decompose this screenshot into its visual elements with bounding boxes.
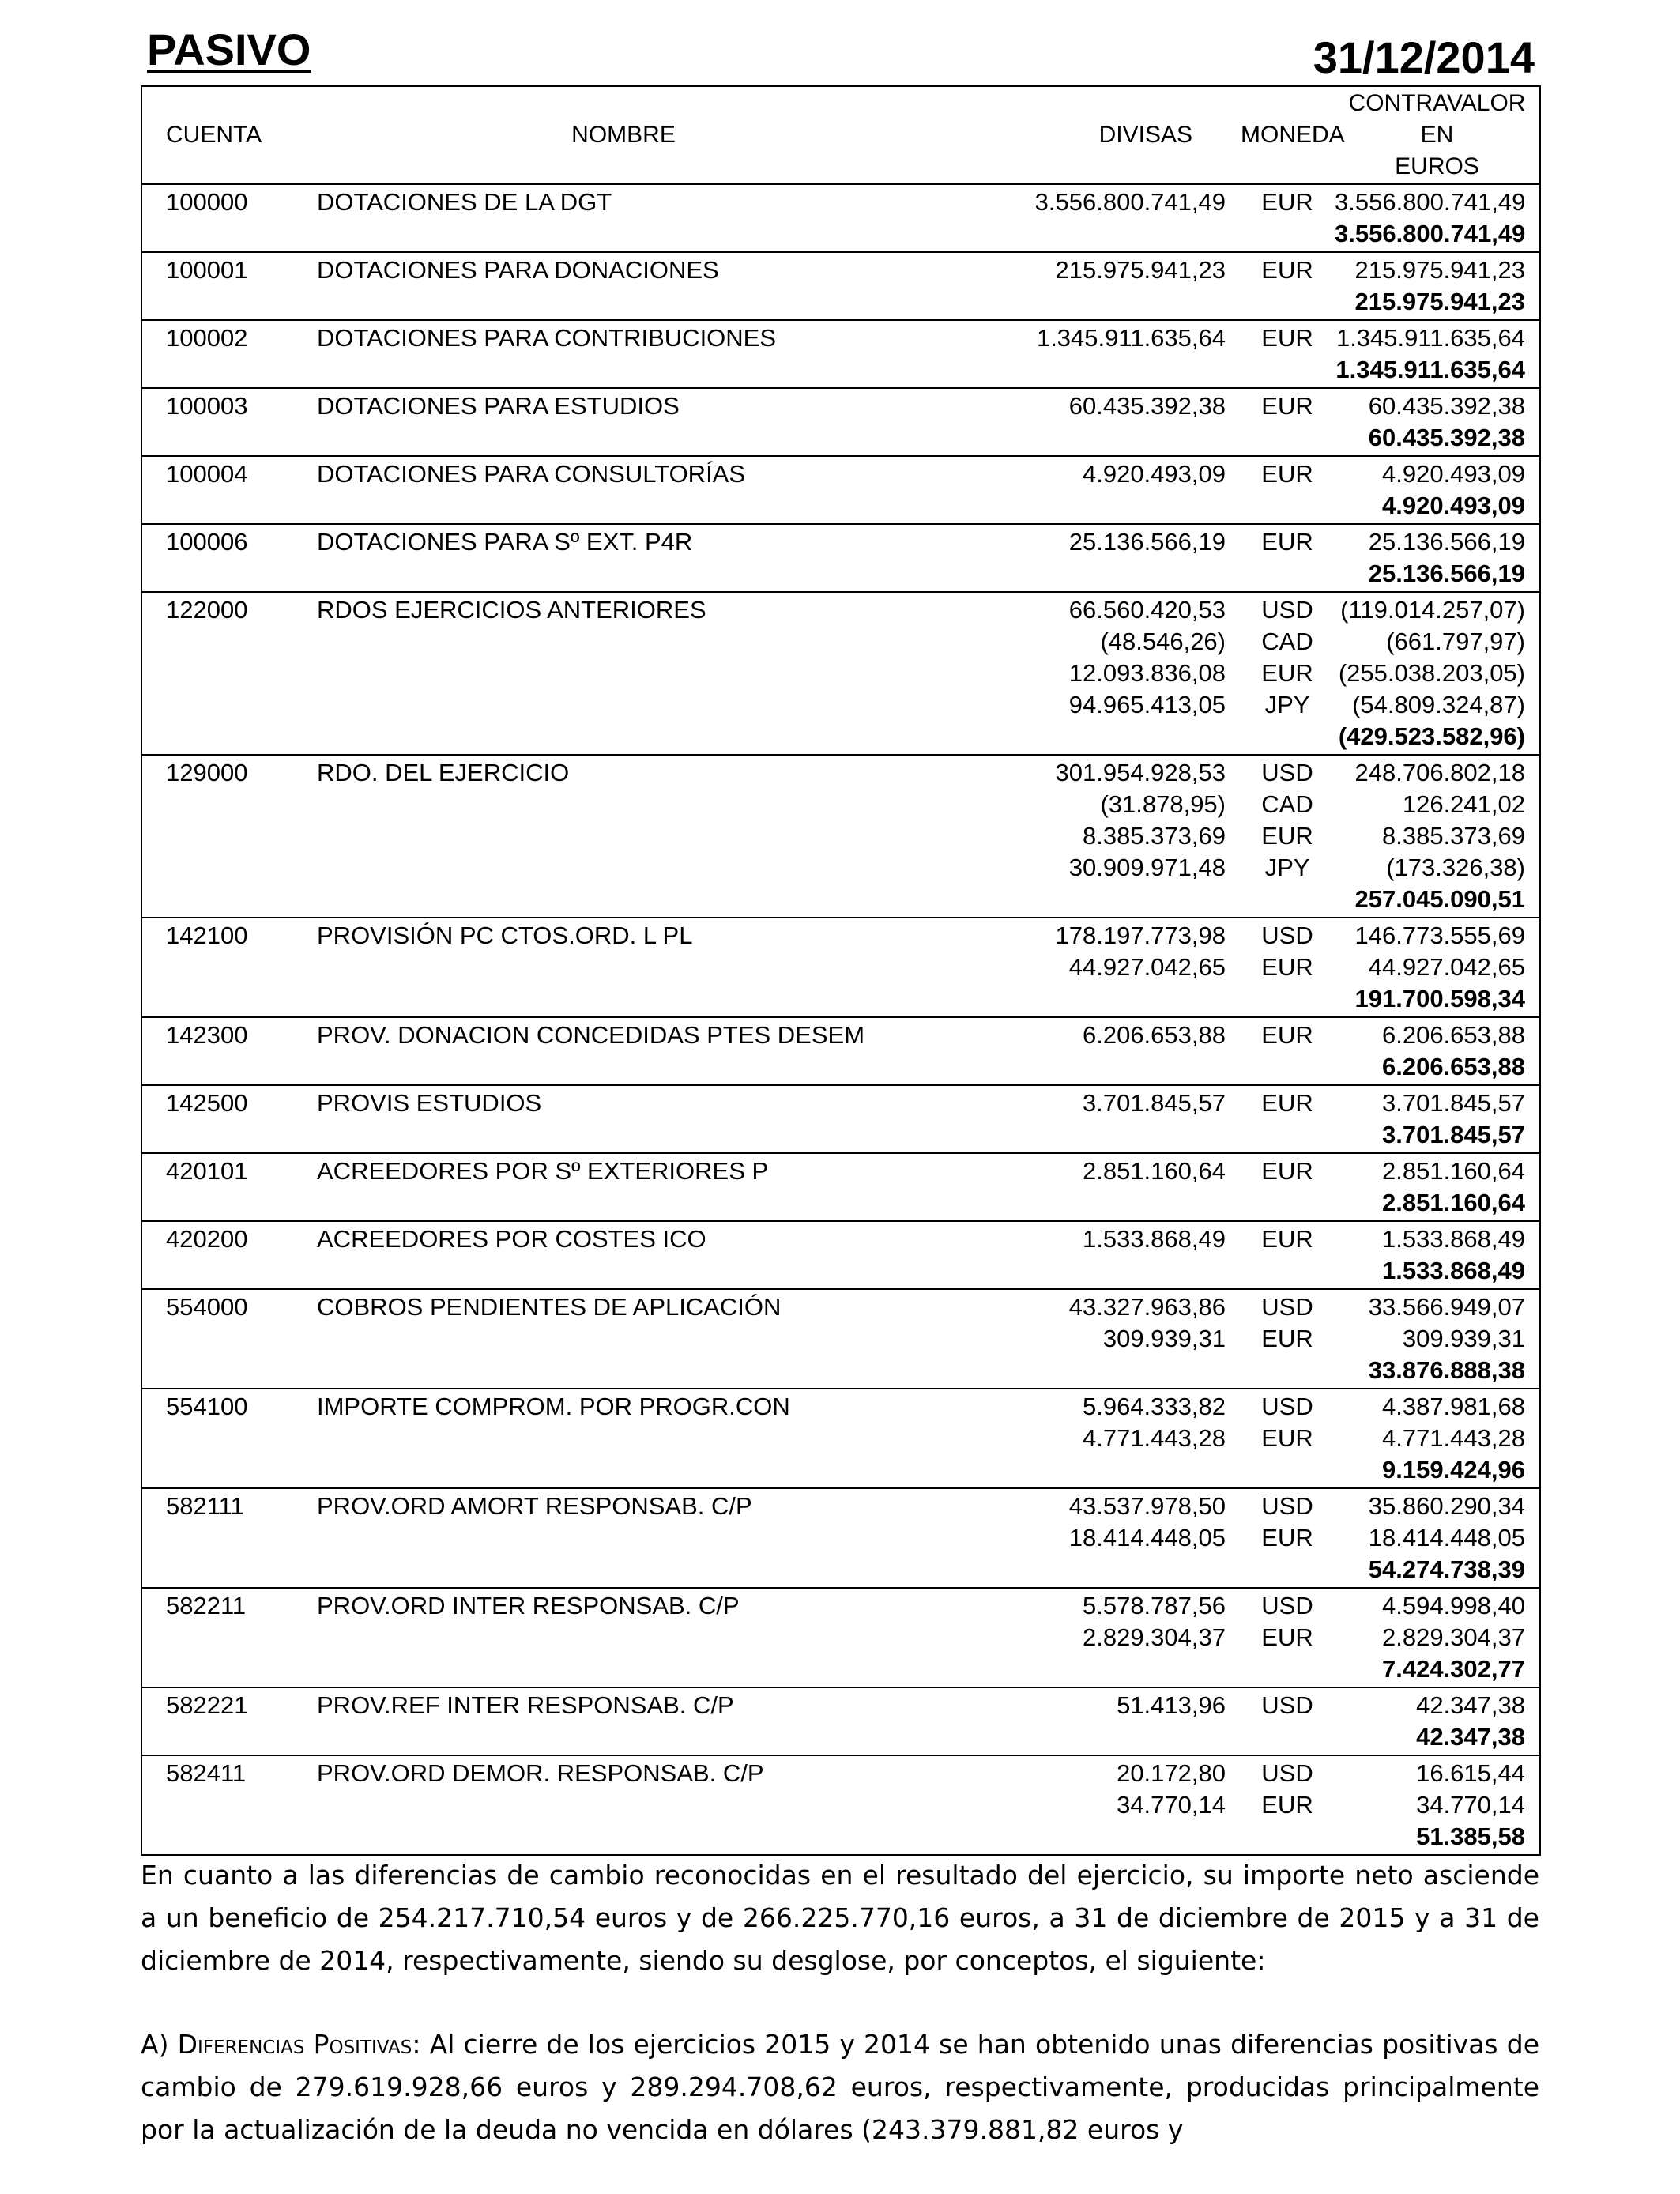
contravalor-amount: 215.975.941,23 <box>1354 256 1525 284</box>
divisas-amount: 66.560.420,53 <box>1068 596 1226 624</box>
cell-nombre <box>315 252 932 320</box>
account-total: 42.347,38 <box>1416 1723 1525 1751</box>
table-header-row <box>141 86 1540 184</box>
divisas-amount: 4.920.493,09 <box>1082 460 1226 488</box>
cell-nombre <box>315 592 932 755</box>
account-code: 582211 <box>166 1592 247 1619</box>
contravalor-amount: 3.701.845,57 <box>1381 1089 1525 1117</box>
cell-nombre <box>315 1017 932 1085</box>
cell-divisas <box>932 1085 1240 1153</box>
cell-moneda <box>1240 1153 1335 1221</box>
cell-divisas <box>932 524 1240 592</box>
cell-nombre <box>315 1085 932 1153</box>
cell-cuenta <box>141 1289 315 1389</box>
table-row <box>141 1085 1540 1153</box>
contravalor-amount: (119.014.257,07) <box>1340 596 1525 624</box>
currency-code: USD <box>1261 596 1313 624</box>
currency-code: EUR <box>1261 1157 1313 1185</box>
account-name: PROV.ORD INTER RESPONSAB. C/P <box>317 1592 740 1619</box>
currency-code: CAD <box>1261 628 1313 655</box>
currency-code: USD <box>1261 1293 1313 1321</box>
paragraph-body: : Al cierre de los ejercicios 2015 y 2014 se han obtenido unas diferencias positivas de cambio de 279.619.928,66 euros y 289.294.708,62 euros, respectivamente, producidas principalmente por la actualización de la deuda no vencida en dólares (243.379.881,82 euros y <box>141 2029 1540 2145</box>
divisas-amount: 4.771.443,28 <box>1082 1424 1226 1452</box>
cell-divisas <box>932 918 1240 1017</box>
account-total: 25.136.566,19 <box>1368 560 1525 587</box>
cell-moneda <box>1240 1488 1335 1588</box>
cell-cuenta <box>141 320 315 388</box>
divisas-amount: 3.556.800.741,49 <box>1034 188 1226 216</box>
account-name: PROV.ORD DEMOR. RESPONSAB. C/P <box>317 1759 764 1787</box>
cell-nombre <box>315 524 932 592</box>
cell-nombre <box>315 1153 932 1221</box>
table-row <box>141 184 1540 252</box>
currency-code: EUR <box>1261 188 1313 216</box>
cell-divisas <box>932 1687 1240 1755</box>
table-row <box>141 1389 1540 1488</box>
currency-code: EUR <box>1261 1623 1313 1651</box>
account-total: 33.876.888,38 <box>1368 1356 1525 1384</box>
cell-contravalor <box>1335 918 1540 1017</box>
table-row <box>141 252 1540 320</box>
contravalor-amount: 3.556.800.741,49 <box>1335 188 1526 216</box>
account-code: 100002 <box>166 324 248 352</box>
cell-cuenta <box>141 1153 315 1221</box>
currency-code: EUR <box>1261 1424 1313 1452</box>
liabilities-table <box>141 85 1541 1856</box>
cell-contravalor <box>1335 592 1540 755</box>
account-total: 4.920.493,09 <box>1381 492 1525 519</box>
contravalor-amount: 2.851.160,64 <box>1381 1157 1525 1185</box>
cell-cuenta <box>141 918 315 1017</box>
paragraph-prefix: A) <box>141 2029 178 2060</box>
account-code: 582111 <box>166 1492 244 1520</box>
account-code: 142500 <box>166 1089 248 1117</box>
table-row <box>141 1755 1540 1855</box>
currency-code: EUR <box>1261 953 1313 981</box>
currency-code: EUR <box>1261 392 1313 420</box>
cell-cuenta <box>141 592 315 755</box>
account-name: DOTACIONES PARA DONACIONES <box>317 256 719 284</box>
cell-contravalor <box>1335 1085 1540 1153</box>
divisas-amount: 215.975.941,23 <box>1055 256 1226 284</box>
account-code: 100001 <box>166 256 248 284</box>
currency-code: USD <box>1261 759 1313 786</box>
account-total: 257.045.090,51 <box>1354 885 1525 913</box>
contravalor-amount: 309.939,31 <box>1402 1325 1525 1352</box>
cell-divisas <box>932 1488 1240 1588</box>
cell-nombre <box>315 1488 932 1588</box>
cell-cuenta <box>141 1588 315 1687</box>
cell-moneda <box>1240 755 1335 918</box>
currency-code: EUR <box>1261 256 1313 284</box>
account-total: 191.700.598,34 <box>1354 985 1525 1012</box>
cell-moneda <box>1240 918 1335 1017</box>
account-name: PROVIS ESTUDIOS <box>317 1089 542 1117</box>
contravalor-amount: (173.326,38) <box>1386 854 1525 881</box>
cell-divisas <box>932 1389 1240 1488</box>
account-code: 582411 <box>166 1759 247 1787</box>
divisas-amount: 60.435.392,38 <box>1068 392 1226 420</box>
contravalor-amount: (255.038.203,05) <box>1338 659 1525 687</box>
currency-code: EUR <box>1261 324 1313 352</box>
cell-cuenta <box>141 252 315 320</box>
contravalor-amount: 33.566.949,07 <box>1368 1293 1525 1321</box>
cell-nombre <box>315 320 932 388</box>
cell-contravalor <box>1335 1488 1540 1588</box>
cell-moneda <box>1240 1389 1335 1488</box>
contravalor-amount: 6.206.653,88 <box>1381 1021 1525 1049</box>
cell-moneda <box>1240 1588 1335 1687</box>
cell-nombre <box>315 456 932 524</box>
cell-moneda <box>1240 1085 1335 1153</box>
cell-nombre <box>315 1289 932 1389</box>
cell-contravalor <box>1335 524 1540 592</box>
cell-nombre <box>315 755 932 918</box>
cell-moneda <box>1240 320 1335 388</box>
cell-cuenta <box>141 1085 315 1153</box>
cell-nombre <box>315 1389 932 1488</box>
cell-cuenta <box>141 388 315 456</box>
contravalor-amount: 1.345.911.635,64 <box>1335 324 1525 352</box>
table-row <box>141 1153 1540 1221</box>
cell-nombre <box>315 388 932 456</box>
currency-code: JPY <box>1264 854 1310 881</box>
currency-code: USD <box>1261 922 1313 949</box>
account-code: 100004 <box>166 460 248 488</box>
cell-nombre <box>315 1221 932 1289</box>
contravalor-amount: 2.829.304,37 <box>1381 1623 1525 1651</box>
table-body <box>141 184 1540 1855</box>
contravalor-amount: 4.771.443,28 <box>1381 1424 1525 1452</box>
cell-divisas <box>932 755 1240 918</box>
account-code: 129000 <box>166 759 248 786</box>
table-row <box>141 1289 1540 1389</box>
table-row <box>141 755 1540 918</box>
account-code: 142300 <box>166 1021 248 1049</box>
cell-moneda <box>1240 592 1335 755</box>
cell-divisas <box>932 252 1240 320</box>
cell-cuenta <box>141 456 315 524</box>
account-name: ACREEDORES POR COSTES ICO <box>317 1225 706 1253</box>
account-total: 2.851.160,64 <box>1381 1189 1525 1216</box>
account-code: 554100 <box>166 1393 248 1420</box>
divisas-amount: 309.939,31 <box>1102 1325 1226 1352</box>
divisas-amount: 43.327.963,86 <box>1068 1293 1226 1321</box>
cell-contravalor <box>1335 320 1540 388</box>
currency-code: EUR <box>1261 1325 1313 1352</box>
account-total: (429.523.582,96) <box>1338 722 1525 750</box>
cell-divisas <box>932 456 1240 524</box>
account-name: DOTACIONES PARA CONSULTORÍAS <box>317 460 746 488</box>
cell-cuenta <box>141 1017 315 1085</box>
account-total: 1.345.911.635,64 <box>1335 356 1525 383</box>
column-header-contravalor-line1: CONTRAVALOR EN <box>1348 90 1526 148</box>
account-total: 7.424.302,77 <box>1381 1655 1525 1683</box>
account-code: 100006 <box>166 528 248 556</box>
currency-code: EUR <box>1261 1021 1313 1049</box>
account-name: DOTACIONES PARA ESTUDIOS <box>317 392 680 420</box>
cell-contravalor <box>1335 1017 1540 1085</box>
account-code: 142100 <box>166 922 248 949</box>
cell-divisas <box>932 1755 1240 1855</box>
account-name: DOTACIONES PARA CONTRIBUCIONES <box>317 324 777 352</box>
cell-cuenta <box>141 755 315 918</box>
cell-moneda <box>1240 252 1335 320</box>
account-total: 3.701.845,57 <box>1381 1121 1525 1148</box>
cell-contravalor <box>1335 755 1540 918</box>
cell-nombre <box>315 1588 932 1687</box>
report-date: 31/12/2014 <box>1313 32 1535 82</box>
contravalor-amount: 248.706.802,18 <box>1354 759 1525 786</box>
column-header-contravalor <box>1335 86 1540 184</box>
cell-moneda <box>1240 1017 1335 1085</box>
cell-cuenta <box>141 1687 315 1755</box>
cell-contravalor <box>1335 1687 1540 1755</box>
cell-moneda <box>1240 388 1335 456</box>
divisas-amount: 51.413,96 <box>1117 1691 1226 1719</box>
cell-divisas <box>932 1153 1240 1221</box>
account-name: RDOS EJERCICIOS ANTERIORES <box>317 596 706 624</box>
cell-divisas <box>932 388 1240 456</box>
cell-contravalor <box>1335 1389 1540 1488</box>
divisas-amount: 94.965.413,05 <box>1068 691 1226 718</box>
cell-divisas <box>932 320 1240 388</box>
cell-cuenta <box>141 1221 315 1289</box>
currency-code: EUR <box>1261 1524 1313 1551</box>
account-total: 9.159.424,96 <box>1381 1456 1525 1483</box>
account-name: PROV. DONACION CONCEDIDAS PTES DESEM <box>317 1021 865 1049</box>
divisas-amount: 5.964.333,82 <box>1082 1393 1226 1420</box>
divisas-amount: 1.533.868,49 <box>1082 1225 1226 1253</box>
contravalor-amount: 60.435.392,38 <box>1368 392 1525 420</box>
paragraph-positive-differences <box>141 2023 1539 2151</box>
account-total: 54.274.738,39 <box>1368 1555 1525 1583</box>
table-row <box>141 918 1540 1017</box>
cell-moneda <box>1240 1755 1335 1855</box>
account-code: 420200 <box>166 1225 248 1253</box>
account-name: ACREEDORES POR Sº EXTERIORES P <box>317 1157 769 1185</box>
divisas-amount: 30.909.971,48 <box>1068 854 1226 881</box>
divisas-amount: 25.136.566,19 <box>1068 528 1226 556</box>
currency-code: EUR <box>1261 1089 1313 1117</box>
currency-code: USD <box>1261 1759 1313 1787</box>
divisas-amount: 43.537.978,50 <box>1068 1492 1226 1520</box>
table-row <box>141 388 1540 456</box>
table-row <box>141 1588 1540 1687</box>
account-total: 1.533.868,49 <box>1381 1257 1525 1284</box>
account-name: COBROS PENDIENTES DE APLICACIÓN <box>317 1293 782 1321</box>
account-name: DOTACIONES DE LA DGT <box>317 188 612 216</box>
cell-contravalor <box>1335 1153 1540 1221</box>
cell-nombre <box>315 1755 932 1855</box>
paragraph-exchange-differences: En cuanto a las diferencias de cambio reconocidas en el resultado del ejercicio, su importe neto asciende a un beneficio de 254.217.710,54 euros y de 266.225.770,16 euros, a 31 de diciembre de 2015 y a 31 de diciembre de 2014, respectivamente, siendo su desglose, por conceptos, el siguiente: <box>141 1860 1539 1976</box>
cell-cuenta <box>141 1755 315 1855</box>
account-name: DOTACIONES PARA Sº EXT. P4R <box>317 528 693 556</box>
contravalor-amount: (54.809.324,87) <box>1352 691 1525 718</box>
divisas-amount: (31.878,95) <box>1100 790 1226 818</box>
divisas-amount: 34.770,14 <box>1117 1791 1226 1819</box>
cell-divisas <box>932 184 1240 252</box>
page-header <box>141 24 1539 81</box>
account-total: 6.206.653,88 <box>1381 1053 1525 1080</box>
divisas-amount: 3.701.845,57 <box>1082 1089 1226 1117</box>
account-total: 60.435.392,38 <box>1368 424 1525 451</box>
divisas-amount: 6.206.653,88 <box>1082 1021 1226 1049</box>
contravalor-amount: 42.347,38 <box>1416 1691 1525 1719</box>
currency-code: EUR <box>1261 659 1313 687</box>
cell-contravalor <box>1335 252 1540 320</box>
cell-divisas <box>932 1017 1240 1085</box>
cell-moneda <box>1240 1221 1335 1289</box>
cell-moneda <box>1240 184 1335 252</box>
divisas-amount: 2.829.304,37 <box>1082 1623 1226 1651</box>
contravalor-amount: 1.533.868,49 <box>1381 1225 1525 1253</box>
account-code: 554000 <box>166 1293 248 1321</box>
cell-contravalor <box>1335 1588 1540 1687</box>
currency-code: EUR <box>1261 1791 1313 1819</box>
table-row <box>141 1221 1540 1289</box>
currency-code: USD <box>1261 1691 1313 1719</box>
currency-code: USD <box>1261 1393 1313 1420</box>
cell-contravalor <box>1335 388 1540 456</box>
account-name: RDO. DEL EJERCICIO <box>317 759 570 786</box>
column-header-cuenta: CUENTA <box>141 86 315 184</box>
currency-code: EUR <box>1261 460 1313 488</box>
divisas-amount: 44.927.042,65 <box>1068 953 1226 981</box>
account-name: PROVISIÓN PC CTOS.ORD. L PL <box>317 922 693 949</box>
contravalor-amount: 25.136.566,19 <box>1368 528 1525 556</box>
cell-contravalor <box>1335 1755 1540 1855</box>
cell-cuenta <box>141 1389 315 1488</box>
cell-nombre <box>315 918 932 1017</box>
table-row <box>141 1488 1540 1588</box>
account-code: 100000 <box>166 188 248 216</box>
cell-contravalor <box>1335 1221 1540 1289</box>
divisas-amount: 18.414.448,05 <box>1068 1524 1226 1551</box>
body-text <box>141 1854 1539 2192</box>
cell-divisas <box>932 1221 1240 1289</box>
currency-code: USD <box>1261 1592 1313 1619</box>
column-header-divisas: DIVISAS <box>932 86 1240 184</box>
currency-code: EUR <box>1261 528 1313 556</box>
section-title: PASIVO <box>147 25 311 74</box>
contravalor-amount: 4.387.981,68 <box>1381 1393 1525 1420</box>
divisas-amount: 8.385.373,69 <box>1082 822 1226 850</box>
contravalor-amount: 18.414.448,05 <box>1368 1524 1525 1551</box>
account-name: IMPORTE COMPROM. POR PROGR.CON <box>317 1393 790 1420</box>
divisas-amount: 301.954.928,53 <box>1055 759 1226 786</box>
account-name: PROV.REF INTER RESPONSAB. C/P <box>317 1691 734 1719</box>
table-row <box>141 456 1540 524</box>
divisas-amount: 178.197.773,98 <box>1055 922 1226 949</box>
cell-contravalor <box>1335 456 1540 524</box>
table-row <box>141 1687 1540 1755</box>
account-total: 215.975.941,23 <box>1354 288 1525 315</box>
currency-code: EUR <box>1261 1225 1313 1253</box>
account-name: PROV.ORD AMORT RESPONSAB. C/P <box>317 1492 752 1520</box>
cell-moneda <box>1240 456 1335 524</box>
contravalor-amount: (661.797,97) <box>1386 628 1525 655</box>
divisas-amount: 5.578.787,56 <box>1082 1592 1226 1619</box>
column-header-contravalor-line2: EUROS <box>1395 153 1479 179</box>
cell-nombre <box>315 184 932 252</box>
contravalor-amount: 44.927.042,65 <box>1368 953 1525 981</box>
cell-contravalor <box>1335 1289 1540 1389</box>
contravalor-amount: 35.860.290,34 <box>1368 1492 1525 1520</box>
cell-cuenta <box>141 524 315 592</box>
contravalor-amount: 4.594.998,40 <box>1381 1592 1525 1619</box>
contravalor-amount: 146.773.555,69 <box>1354 922 1525 949</box>
column-header-moneda: MONEDA <box>1240 86 1335 184</box>
contravalor-amount: 126.241,02 <box>1402 790 1525 818</box>
contravalor-amount: 4.920.493,09 <box>1381 460 1525 488</box>
cell-moneda <box>1240 1289 1335 1389</box>
divisas-amount: 1.345.911.635,64 <box>1036 324 1226 352</box>
cell-divisas <box>932 1588 1240 1687</box>
divisas-amount: (48.546,26) <box>1100 628 1226 655</box>
account-code: 122000 <box>166 596 248 624</box>
account-total: 3.556.800.741,49 <box>1335 220 1526 247</box>
table-row <box>141 1017 1540 1085</box>
account-code: 582221 <box>166 1691 248 1719</box>
account-code: 420101 <box>166 1157 248 1185</box>
cell-cuenta <box>141 1488 315 1588</box>
table-row <box>141 524 1540 592</box>
cell-divisas <box>932 592 1240 755</box>
divisas-amount: 12.093.836,08 <box>1068 659 1226 687</box>
divisas-amount: 20.172,80 <box>1117 1759 1226 1787</box>
currency-code: EUR <box>1261 822 1313 850</box>
currency-code: USD <box>1261 1492 1313 1520</box>
contravalor-amount: 8.385.373,69 <box>1381 822 1525 850</box>
paragraph-heading: Diferencias Positivas <box>177 2029 412 2060</box>
cell-moneda <box>1240 1687 1335 1755</box>
table-row <box>141 592 1540 755</box>
cell-contravalor <box>1335 184 1540 252</box>
currency-code: CAD <box>1261 790 1313 818</box>
account-total: 51.385,58 <box>1416 1823 1525 1850</box>
contravalor-amount: 34.770,14 <box>1416 1791 1525 1819</box>
cell-moneda <box>1240 524 1335 592</box>
divisas-amount: 2.851.160,64 <box>1082 1157 1226 1185</box>
account-code: 100003 <box>166 392 248 420</box>
currency-code: JPY <box>1264 691 1310 718</box>
cell-divisas <box>932 1289 1240 1389</box>
cell-nombre <box>315 1687 932 1755</box>
column-header-nombre: NOMBRE <box>315 86 932 184</box>
table-row <box>141 320 1540 388</box>
contravalor-amount: 16.615,44 <box>1416 1759 1525 1787</box>
cell-cuenta <box>141 184 315 252</box>
